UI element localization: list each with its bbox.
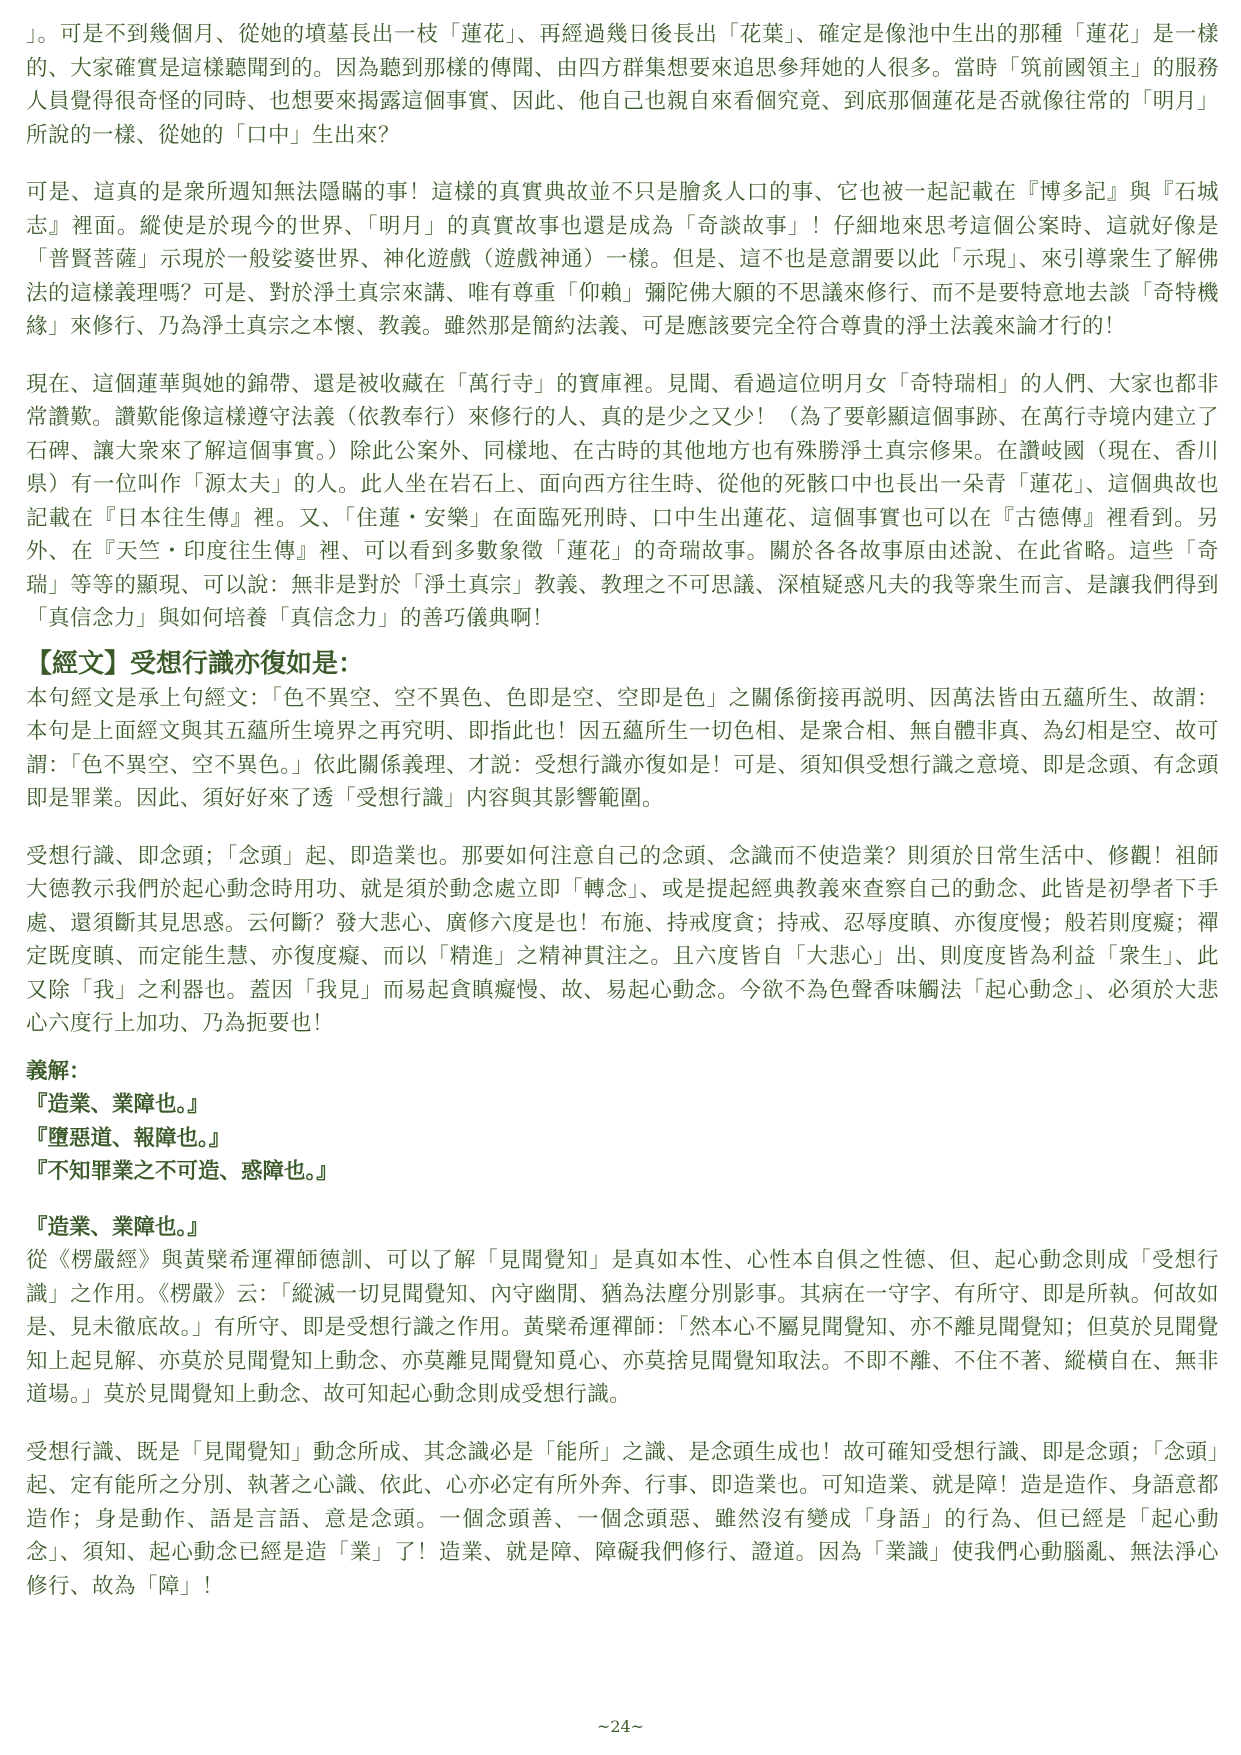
section-heading: 『造業、業障也。』 [26,1214,209,1240]
yijie-quote: 『不知罪業之不可造、惑障也。』 [26,1159,338,1184]
body-paragraph: 受想行識、即念頭；「念頭」起、即造業也。那要如何注意自己的念頭、念識而不使造業？則須於日常生活中、修觀！祖師大德教示我們於起心動念時用功、就是須於動念處立即「轉念」、或是提起經典教義來查察自己的動念、此皆是初學者下手處、還須斷其見思惑。云何斷？發大悲心、廣修六度是也！布施、持戒度貪；持戒、忍辱度瞋、亦復度慢；般若則度癡；禪定既度瞋、而定能生慧、亦復度癡、而以「精進」之精神貫注之。且六度皆自「大悲心」出、則度度皆為利益「衆生」、此又除「我」之利器也。蓋因「我見」而易起貪瞋癡慢、故、易起心動念。今欲不為色聲香味觸法「起心動念」、必須於大悲心六度行上加功、乃為扼要也！ [26,843,1219,1036]
yijie-quote: 『墮惡道、報障也。』 [26,1125,231,1151]
sutra-heading: 【經文】受想行識亦復如是： [26,648,365,679]
body-paragraph: 可是、這真的是衆所週知無法隱瞞的事！這樣的真實典故並不只是膾炙人口的事、它也被一起記載在『博多記』與『石城志』裡面。縱使是於現今的世界、「明月」的真實故事也還是成為「奇談故事」！仔細地來思考這個公案時、這就好像是「普賢菩薩」示現於一般娑婆世界、神化遊戲（遊戲神通）一樣。但是、這不也是意謂要以此「示現」、來引導衆生了解佛法的這樣義理嗎？可是、對於淨土真宗來講、唯有尊重「仰賴」彌陀佛大願的不思議來修行、而不是要特意地去談「奇特機緣」來修行、乃為淨土真宗之本懷、教義。雖然那是簡約法義、可是應該要完全符合尊貴的淨土法義來論才行的！ [26,180,1219,339]
body-paragraph: 」。可是不到幾個月、從她的墳墓長出一枝「蓮花」、再經過幾日後長出「花葉」、確定是像池中生出的那種「蓮花」是一樣的、大家確實是這樣聽聞到的。因為聽到那樣的傳聞、由四方群集想要來追思參拜她的人很多。當時「筑前國領主」的服務人員覺得很奇怪的同時、也想要來揭露這個事實、因此、他自己也親自來看個究竟、到底那個蓮花是否就像往常的「明月」所說的一樣、從她的「口中」生出來？ [26,22,1219,148]
body-paragraph: 本句經文是承上句經文：「色不異空、空不異色、色即是空、空即是色」之關係銜接再説明、因萬法皆由五蘊所生、故謂：本句是上面經文與其五蘊所生境界之再究明、即指此也！因五蘊所生一切色相、是衆合相、無自體非真、為幻相是空、故可謂：「色不異空、空不異色。」依此關係義理、才説：受想行識亦復如是！可是、須知俱受想行識之意境、即是念頭、有念頭即是罪業。因此、須好好來了透「受想行識」内容與其影響範圍。 [26,685,1219,811]
yijie-quote: 『造業、業障也。』 [26,1092,209,1117]
page-number: ~24~ [596,1717,645,1736]
yijie-label: 義解： [26,1058,91,1084]
yijie-section [26,1055,1219,1189]
body-paragraph: 從《楞嚴經》與黃檗希運禪師德訓、可以了解「見聞覺知」是真如本性、心性本自俱之性德、但、起心動念則成「受想行識」之作用。《楞嚴》云：「縱滅一切見聞覺知、內守幽閒、猶為法塵分別影事。其病在一守字、有所守、即是所執。何故如是、見未徹底故。」有所守、即是受想行識之作用。黃檗希運禪師：「然本心不屬見聞覺知、亦不離見聞覺知；但莫於見聞覺知上起見解、亦莫於見聞覺知上動念、亦莫離見聞覺知覓心、亦莫捨見聞覺知取法。不即不離、不住不著、縱橫自在、無非道場。」莫於見聞覺知上動念、故可知起心動念則成受想行識。 [26,1248,1219,1407]
body-paragraph: 受想行識、既是「見聞覺知」動念所成、其念識必是「能所」之識、是念頭生成也！故可確知受想行識、即是念頭；「念頭」起、定有能所之分別、執著之心識、依此、心亦必定有所外奔、行事、即造業也。可知造業、就是障！造是造作、身語意都造作；身是動作、語是言語、意是念頭。一個念頭善、一個念頭惡、雖然沒有變成「身語」的行為、但已經是「起心動念」、須知、起心動念已經是造「業」了！造業、就是障、障礙我們修行、證道。因為「業識」使我們心動腦亂、無法淨心修行、故為「障」！ [26,1439,1219,1599]
body-paragraph: 現在、這個蓮華與她的錦帶、還是被收藏在「萬行寺」的寶庫裡。見聞、看過這位明月女「奇特瑞相」的人們、大家也都非常讚歎。讚歎能像這樣遵守法義（依教奉行）來修行的人、真的是少之又少！（為了要彰顯這個事跡、在萬行寺境内建立了石碑、讓大衆來了解這個事實。）除此公案外、同樣地、在古時的其他地方也有殊勝淨土真宗修果。在讚岐國（現在、香川県）有一位叫作「源太夫」的人。此人坐在岩石上、面向西方往生時、從他的死骸口中也長出一朵青「蓮花」、這個典故也記載在『日本往生傳』裡。又、「住蓮・安樂」在面臨死刑時、口中生出蓮花、這個事實也可以在『古德傳』裡看到。另外、在『天竺・印度往生傳』裡、可以看到多數象徵「蓮花」的奇瑞故事。關於各各故事原由述說、在此省略。這些「奇瑞」等等的顯現、可以說：無非是對於「淨土真宗」教義、教理之不可思議、深植疑惑凡夫的我等衆生而言、是讓我們得到「真信念力」與如何培養「真信念力」的善巧儀典啊！ [26,371,1219,631]
